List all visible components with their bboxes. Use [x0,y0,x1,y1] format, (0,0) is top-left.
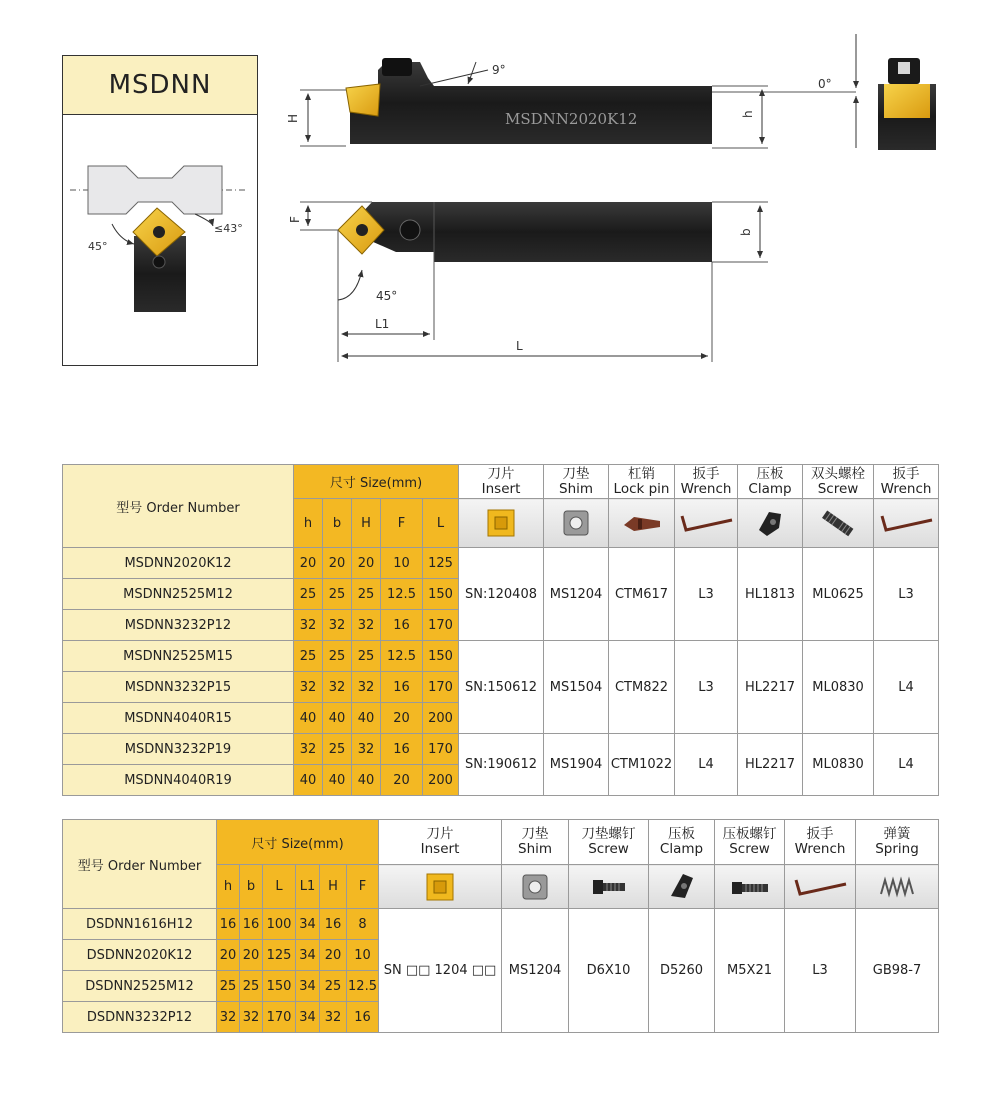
part-header-wrench: 扳手 Wrench [785,820,856,865]
dim-b: b [739,228,753,236]
insert-value: SN:120408 [459,548,544,641]
part-header-clamp: 压板 Clamp [649,820,715,865]
size-header: 尺寸 Size(mm) [217,820,379,865]
shim-value: MS1204 [544,548,609,641]
lock-pin-value: CTM822 [609,641,675,734]
part-header-lock-pin: 杠销 Lock pin [609,465,675,499]
shim-screw-value: D6X10 [569,909,649,1033]
clamp-icon [665,870,699,904]
dim-F: F [288,216,302,223]
size-col-b: b [323,499,352,548]
clamp-value: D5260 [649,909,715,1033]
size-col-h: h [217,865,240,909]
technical-drawing [0,0,1000,400]
table-row: DSDNN2525M12 25 25 150 34 25 12.5 [63,971,939,1002]
lock-pin-value: CTM1022 [609,734,675,796]
spring-icon [877,872,917,902]
holder-top-view [288,202,768,362]
wrench2-value: L4 [874,734,939,796]
size-header: 尺寸 Size(mm) [294,465,459,499]
clamp-icon [753,506,787,540]
inset-angle-45: 45° [88,240,108,253]
clamp-value: HL1813 [738,548,803,641]
insert-value: SN □□ 1204 □□ [379,909,502,1033]
table-row: MSDNN3232P15 32 32 32 16 170 [63,672,939,703]
model-title: MSDNN [63,56,257,115]
inset-angle-43: ≤43° [214,222,243,235]
screw-icon [811,499,864,548]
part-header-insert: 刀片 Insert [459,465,544,499]
lock-pin-value: CTM617 [609,548,675,641]
table-row: DSDNN3232P12 32 32 170 34 32 16 [63,1002,939,1033]
part-header-shim: 刀垫 Shim [502,820,569,865]
size-col-b: b [240,865,263,909]
table-row: DSDNN2020K12 20 20 125 34 20 10 [63,940,939,971]
lock-pin-icon [620,511,664,535]
screw-icon [728,872,772,902]
size-col-L: L [263,865,296,909]
part-header-wrench: 扳手 Wrench [675,465,738,499]
size-col-H: H [320,865,347,909]
part-header-clamp-screw: 压板螺钉 Screw [715,820,785,865]
holder-side-view [286,34,856,148]
shim-icon [521,873,549,901]
table-row: MSDNN2020K12 20 20 20 10 125 SN:120408 MS1204 CTM617 L3 HL1813 ML0625 L3 [63,548,939,579]
spec-table-msdnn [62,464,939,796]
insert-icon [486,508,516,538]
wrench-icon [792,876,848,898]
order-number-header: 型号 Order Number [63,820,217,909]
size-col-L1: L1 [296,865,320,909]
wrench-value: L3 [675,641,738,734]
angle-9: 9° [492,63,506,77]
part-header-insert: 刀片 Insert [379,820,502,865]
table-row: MSDNN3232P19 32 25 32 16 170 SN:190612 MS1904 CTM1022 L4 HL2217 ML0830 L4 [63,734,939,765]
wrench-value: L3 [675,548,738,641]
clamp-value: HL2217 [738,641,803,734]
inset-sketch [70,166,245,312]
spring-value: GB98-7 [856,909,939,1033]
wrench2-value: L4 [874,641,939,734]
screw-value: ML0830 [803,734,874,796]
shim-value: MS1504 [544,641,609,734]
insert-value: SN:190612 [459,734,544,796]
table-row: MSDNN3232P12 32 32 32 16 170 [63,610,939,641]
screw-icon [589,872,629,902]
size-col-h: h [294,499,323,548]
part-header-shim-screw: 刀垫螺钉 Screw [569,820,649,865]
part-header-wrench-2: 扳手 Wrench [874,465,939,499]
part-header-screw: 双头螺栓 Screw [803,465,874,499]
table-row: MSDNN4040R19 40 40 40 20 200 [63,765,939,796]
wrench-value: L4 [675,734,738,796]
size-col-F: F [381,499,423,548]
dim-L1: L1 [375,317,390,331]
part-header-clamp: 压板 Clamp [738,465,803,499]
holder-end-view [878,58,936,150]
clamp-value: HL2217 [738,734,803,796]
holder-marking: MSDNN2020K12 [505,110,638,128]
wrench-icon [878,512,934,534]
dim-H: H [286,113,300,123]
dim-h: h [741,110,755,118]
table-row: MSDNN2525M15 25 25 25 12.5 150 SN:150612 MS1504 CTM822 L3 HL2217 ML0830 L4 [63,641,939,672]
angle-45: 45° [376,289,398,303]
wrench2-value: L3 [874,548,939,641]
dim-L: L [516,339,523,353]
size-col-L: L [423,499,459,548]
size-col-F: F [347,865,379,909]
screw-value: ML0830 [803,641,874,734]
order-number-header: 型号 Order Number [63,465,294,548]
part-header-spring: 弹簧 Spring [856,820,939,865]
table-row: MSDNN4040R15 40 40 40 20 200 [63,703,939,734]
shim-value: MS1904 [544,734,609,796]
angle-0: 0° [818,77,832,91]
insert-icon [425,872,455,902]
size-col-H: H [352,499,381,548]
part-header-shim: 刀垫 Shim [544,465,609,499]
table-row: MSDNN2525M12 25 25 25 12.5 150 [63,579,939,610]
spec-table-dsdnn [62,819,939,1033]
insert-value: SN:150612 [459,641,544,734]
shim-icon [562,509,590,537]
clamp-screw-value: M5X21 [715,909,785,1033]
shim-value: MS1204 [502,909,569,1033]
wrench-value: L3 [785,909,856,1033]
table-row: DSDNN1616H12 16 16 100 34 16 8 SN □□ 1204 □□ MS1204 D6X10 D5260 M5X21 L3 GB98-7 [63,909,939,940]
screw-value: ML0625 [803,548,874,641]
wrench-icon [678,512,734,534]
